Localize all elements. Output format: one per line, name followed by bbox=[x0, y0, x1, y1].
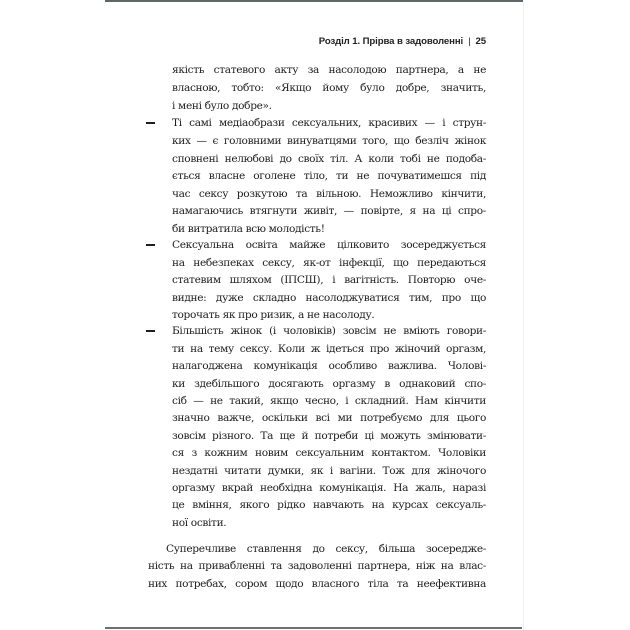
em-dash-bullet-icon bbox=[146, 122, 155, 124]
page-number: 25 bbox=[475, 36, 486, 47]
text-line: ких — є головними винуватцями того, що безліч жінок bbox=[172, 135, 486, 147]
text-line: них потребах, сором щодо власного тіла та неефективна bbox=[148, 578, 486, 590]
text-line: сповнені нелюбові до своїх тіл. А коли тобі не подоба- bbox=[172, 153, 486, 165]
text-line: нездатні читати думки, як і вагіни. Тож для жіночого bbox=[172, 465, 486, 477]
text-line: би витратила всю молодість! bbox=[172, 223, 325, 235]
text-line: налагоджена комунікація особливо важлива. Чолові- bbox=[172, 360, 486, 372]
page-bottom-edge bbox=[105, 627, 522, 629]
text-line: намагаючись втягнути живіт, — повірте, я на ці спро- bbox=[172, 205, 486, 217]
text-line: сіб — не такий, якщо чесно, і складний. Нам кінчити bbox=[172, 395, 486, 407]
running-head bbox=[300, 36, 486, 47]
text-line: ність на привабленні та задоволенні партнера, ніж на влас- bbox=[148, 560, 486, 572]
text-line: ти на тему сексу. Коли ж ідеться про жіночий оргазм, bbox=[172, 343, 486, 355]
text-line: власною, тобто: «Якщо йому було добре, значить, bbox=[172, 82, 486, 94]
text-line: це вміння, якого рідко навчають на курсах сексуаль- bbox=[172, 499, 486, 511]
text-line: час сексу розкутою та вільною. Неможливо кінчити, bbox=[172, 188, 486, 200]
em-dash-bullet-icon bbox=[146, 244, 155, 246]
chapter-title: Розділ 1. Прірва в задоволенні bbox=[318, 36, 464, 47]
text-line: ся з кожним новим сексуальним контактом. Чоловіки bbox=[172, 447, 486, 459]
text-line: ки здебільшого досягають оргазму в однаковий спо- bbox=[172, 378, 486, 390]
text-line: Сексуальна освіта майже цілковито зосереджується bbox=[172, 239, 486, 251]
text-line: ється власне оголене тіло, ти не почуватимешся під bbox=[172, 170, 486, 182]
text-line: зовсім різного. Та ще й потреби ці можуть змінювати- bbox=[172, 430, 486, 442]
text-line: оргазму вкрай необхідна комунікація. На жаль, наразі bbox=[172, 482, 486, 494]
text-line: ної освіти. bbox=[172, 517, 227, 529]
text-line: торочать як про ризик, а не насолоду. bbox=[172, 309, 375, 321]
text-line: Суперечливе ставлення до сексу, більша зосередже- bbox=[166, 543, 486, 555]
text-line: на небезпеках сексу, як-от інфекції, що передаються bbox=[172, 257, 486, 269]
text-line: значно важче, оскільки всі ми потребуємо для цього bbox=[172, 412, 486, 424]
text-line: статевим шляхом (ІПСШ), і вагітність. Повторю оче- bbox=[172, 274, 486, 286]
text-line: Більшість жінок (і чоловіків) зовсім не вміють говори- bbox=[172, 325, 486, 337]
em-dash-bullet-icon bbox=[146, 330, 155, 332]
text-line: Ті самі медіаобрази сексуальних, красивих — і струн- bbox=[172, 117, 486, 129]
text-line: видне: дуже складно насолоджуватися тим, про що bbox=[172, 292, 486, 304]
text-line: якість статевого акту за насолодою партнера, а не bbox=[172, 64, 486, 76]
text-line: і мені було добре». bbox=[172, 100, 272, 112]
running-head-separator: | bbox=[468, 36, 471, 47]
page-top-edge bbox=[105, 0, 523, 2]
